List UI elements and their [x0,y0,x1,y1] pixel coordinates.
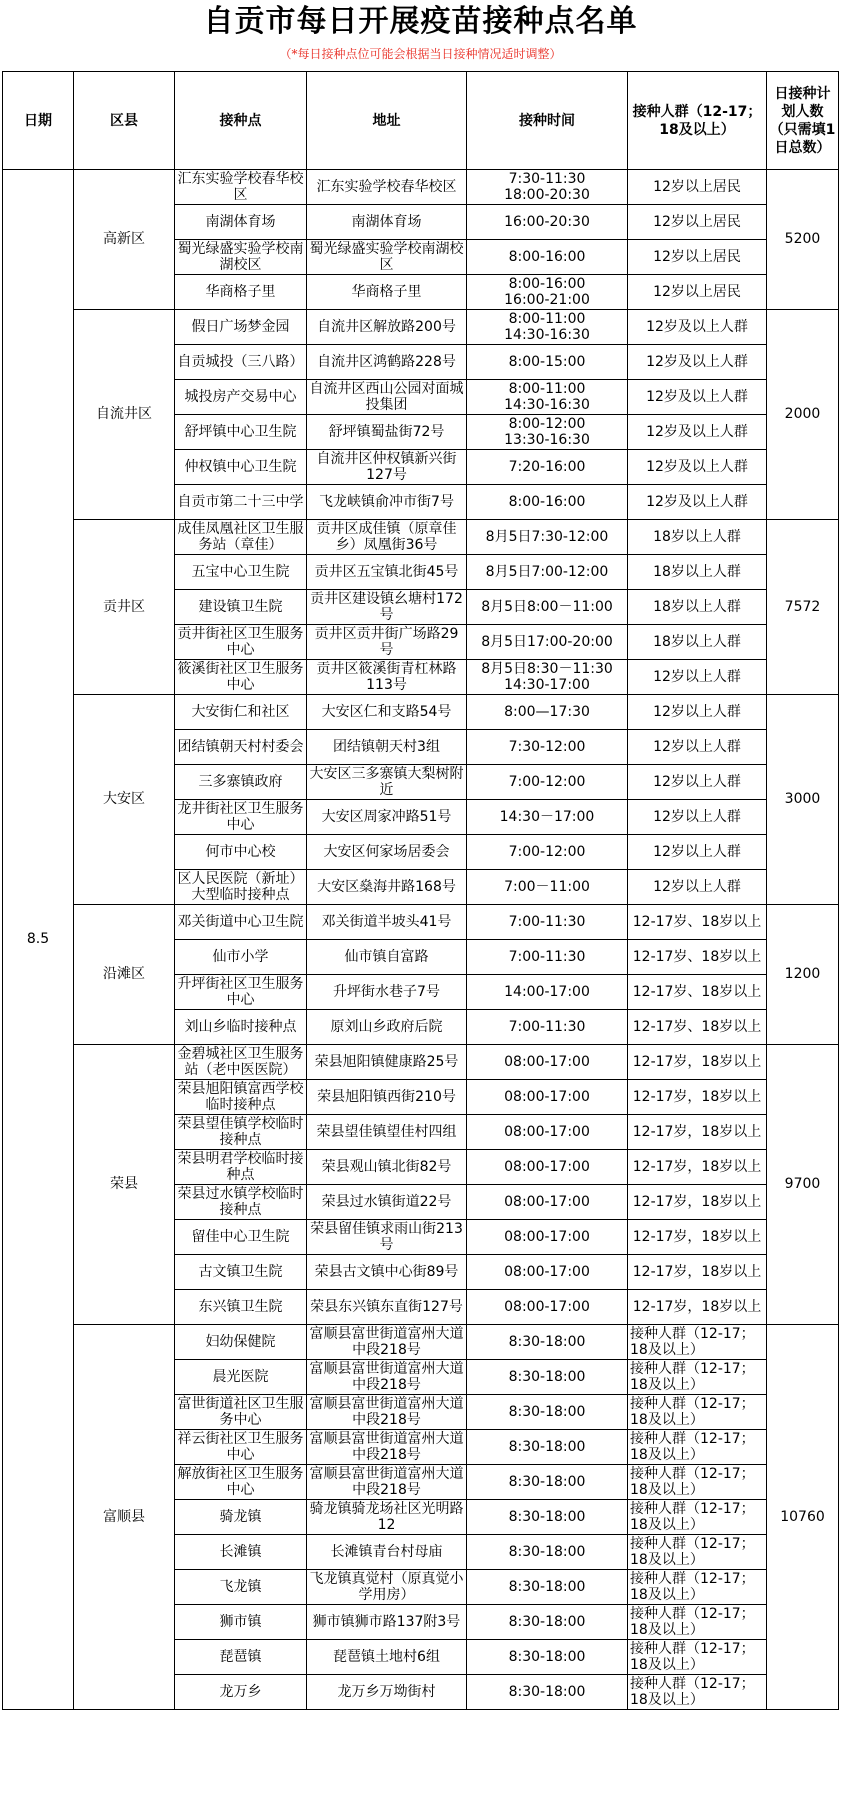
plan-count-cell: 5200 [767,170,839,310]
plan-count-cell: 9700 [767,1045,839,1325]
group-cell: 18岁以上人群 [628,520,767,555]
time-cell: 08:00-17:00 [467,1220,628,1255]
district-cell: 高新区 [74,170,175,310]
site-cell: 荣县望佳镇学校临时接种点 [175,1115,307,1150]
address-cell: 琵琶镇土地村6组 [307,1640,467,1675]
site-cell: 龙井街社区卫生服务中心 [175,800,307,835]
time-cell: 8:00-12:00 13:30-16:30 [467,415,628,450]
address-cell: 荣县留佳镇求雨山街213号 [307,1220,467,1255]
group-cell: 12岁以上居民 [628,205,767,240]
address-cell: 自流井区西山公园对面城投集团 [307,380,467,415]
time-cell: 08:00-17:00 [467,1185,628,1220]
group-cell: 18岁以上人群 [628,590,767,625]
site-cell: 何市中心校 [175,835,307,870]
address-cell: 荣县旭阳镇西街210号 [307,1080,467,1115]
address-cell: 大安区何家场居委会 [307,835,467,870]
group-cell: 12岁及以上人群 [628,310,767,345]
address-cell: 长滩镇青台村母庙 [307,1535,467,1570]
time-cell: 8:30-18:00 [467,1605,628,1640]
district-cell: 自流井区 [74,310,175,520]
address-cell: 富顺县富世街道富州大道中段218号 [307,1395,467,1430]
address-cell: 富顺县富世街道富州大道中段218号 [307,1360,467,1395]
group-cell: 12岁以上人群 [628,765,767,800]
address-cell: 贡井区建设镇幺塘村172号 [307,590,467,625]
header-site: 接种点 [175,72,307,170]
district-cell: 富顺县 [74,1325,175,1710]
site-cell: 城投房产交易中心 [175,380,307,415]
header-group: 接种人群（12-17；18及以上） [628,72,767,170]
site-cell: 仲权镇中心卫生院 [175,450,307,485]
address-cell: 飞龙镇真觉村（原真觉小学用房） [307,1570,467,1605]
time-cell: 7:00-11:30 [467,940,628,975]
time-cell: 8:00-11:00 14:30-16:30 [467,310,628,345]
group-cell: 12岁以上居民 [628,275,767,310]
table-row [3,1325,839,1360]
group-cell: 12岁以上人群 [628,870,767,905]
group-cell: 接种人群（12-17；18及以上） [628,1395,767,1430]
header-time: 接种时间 [467,72,628,170]
time-cell: 8:30-18:00 [467,1535,628,1570]
group-cell: 12岁及以上人群 [628,415,767,450]
site-cell: 区人民医院（新址）大型临时接种点 [175,870,307,905]
table-body [3,170,839,1710]
site-cell: 舒坪镇中心卫生院 [175,415,307,450]
time-cell: 8:30-18:00 [467,1360,628,1395]
site-cell: 南湖体育场 [175,205,307,240]
time-cell: 7:00-12:00 [467,765,628,800]
address-cell: 荣县旭阳镇健康路25号 [307,1045,467,1080]
site-cell: 贡井街社区卫生服务中心 [175,625,307,660]
address-cell: 贡井区贡井街广场路29号 [307,625,467,660]
address-cell: 荣县古文镇中心街89号 [307,1255,467,1290]
group-cell: 接种人群（12-17；18及以上） [628,1605,767,1640]
vaccination-site-table [2,71,839,1710]
header-plan: 日接种计划人数（只需填1日总数） [767,72,839,170]
group-cell: 12岁以上人群 [628,695,767,730]
group-cell: 12岁及以上人群 [628,345,767,380]
address-cell: 舒坪镇蜀盐街72号 [307,415,467,450]
date-cell: 8.5 [3,170,74,1710]
time-cell: 16:00-20:30 [467,205,628,240]
address-cell: 飞龙峡镇俞冲市街7号 [307,485,467,520]
table-row [3,905,839,940]
group-cell: 12岁以上人群 [628,730,767,765]
site-cell: 假日广场梦金园 [175,310,307,345]
site-cell: 飞龙镇 [175,1570,307,1605]
group-cell: 12岁以上人群 [628,835,767,870]
site-cell: 金碧城社区卫生服务站（老中医医院） [175,1045,307,1080]
group-cell: 18岁以上人群 [628,625,767,660]
site-cell: 琵琶镇 [175,1640,307,1675]
group-cell: 12-17岁，18岁以上 [628,1220,767,1255]
address-cell: 大安区燊海井路168号 [307,870,467,905]
site-cell: 升坪街社区卫生服务中心 [175,975,307,1010]
time-cell: 8月5日7:30-12:00 [467,520,628,555]
time-cell: 8:30-18:00 [467,1430,628,1465]
time-cell: 7:00-11:30 [467,1010,628,1045]
address-cell: 自流井区仲权镇新兴街127号 [307,450,467,485]
header-address: 地址 [307,72,467,170]
address-cell: 升坪街水巷子7号 [307,975,467,1010]
table-row [3,310,839,345]
site-cell: 富世街道社区卫生服务中心 [175,1395,307,1430]
time-cell: 8:00—17:30 [467,695,628,730]
site-cell: 祥云街社区卫生服务中心 [175,1430,307,1465]
district-cell: 大安区 [74,695,175,905]
group-cell: 接种人群（12-17；18及以上） [628,1570,767,1605]
page-subtitle: （*每日接种点位可能会根据当日接种情况适时调整） [279,47,562,61]
site-cell: 成佳凤凰社区卫生服务站（章佳） [175,520,307,555]
time-cell: 8:00-15:00 [467,345,628,380]
site-cell: 自贡城投（三八路） [175,345,307,380]
district-cell: 沿滩区 [74,905,175,1045]
plan-count-cell: 7572 [767,520,839,695]
group-cell: 12-17岁、18岁以上 [628,975,767,1010]
address-cell: 荣县过水镇街道22号 [307,1185,467,1220]
time-cell: 8:30-18:00 [467,1570,628,1605]
group-cell: 接种人群（12-17；18及以上） [628,1535,767,1570]
time-cell: 8:30-18:00 [467,1640,628,1675]
time-cell: 7:30-11:30 18:00-20:30 [467,170,628,205]
group-cell: 12岁以上人群 [628,660,767,695]
plan-count-cell: 2000 [767,310,839,520]
group-cell: 12-17岁，18岁以上 [628,1255,767,1290]
group-cell: 接种人群（12-17；18及以上） [628,1675,767,1710]
site-cell: 自贡市第二十三中学 [175,485,307,520]
site-cell: 筱溪街社区卫生服务中心 [175,660,307,695]
site-cell: 邓关街道中心卫生院 [175,905,307,940]
group-cell: 接种人群（12-17；18及以上） [628,1430,767,1465]
site-cell: 五宝中心卫生院 [175,555,307,590]
site-cell: 三多寨镇政府 [175,765,307,800]
time-cell: 8:30-18:00 [467,1395,628,1430]
group-cell: 接种人群（12-17；18及以上） [628,1500,767,1535]
site-cell: 龙万乡 [175,1675,307,1710]
site-cell: 刘山乡临时接种点 [175,1010,307,1045]
site-cell: 建设镇卫生院 [175,590,307,625]
plan-count-cell: 10760 [767,1325,839,1710]
time-cell: 14:30－17:00 [467,800,628,835]
site-cell: 留佳中心卫生院 [175,1220,307,1255]
time-cell: 08:00-17:00 [467,1080,628,1115]
group-cell: 12岁以上人群 [628,800,767,835]
group-cell: 接种人群（12-17；18及以上） [628,1640,767,1675]
time-cell: 8:00-16:00 16:00-21:00 [467,275,628,310]
table-row [3,695,839,730]
site-cell: 长滩镇 [175,1535,307,1570]
address-cell: 大安区三多寨镇大梨树附近 [307,765,467,800]
address-cell: 华商格子里 [307,275,467,310]
group-cell: 12岁以上居民 [628,170,767,205]
site-cell: 荣县旭阳镇富西学校临时接种点 [175,1080,307,1115]
address-cell: 富顺县富世街道富州大道中段218号 [307,1465,467,1500]
time-cell: 8月5日8:30－11:30 14:30-17:00 [467,660,628,695]
plan-count-cell: 3000 [767,695,839,905]
site-cell: 东兴镇卫生院 [175,1290,307,1325]
time-cell: 7:00-11:30 [467,905,628,940]
district-cell: 荣县 [74,1045,175,1325]
address-cell: 原刘山乡政府后院 [307,1010,467,1045]
address-cell: 自流井区鸿鹤路228号 [307,345,467,380]
address-cell: 骑龙镇骑龙场社区光明路12 [307,1500,467,1535]
site-cell: 解放街社区卫生服务中心 [175,1465,307,1500]
site-cell: 团结镇朝天村村委会 [175,730,307,765]
address-cell: 汇东实验学校春华校区 [307,170,467,205]
time-cell: 7:30-12:00 [467,730,628,765]
time-cell: 8:00-16:00 [467,240,628,275]
time-cell: 8:00-16:00 [467,485,628,520]
time-cell: 8:30-18:00 [467,1465,628,1500]
site-cell: 古文镇卫生院 [175,1255,307,1290]
site-cell: 汇东实验学校春华校区 [175,170,307,205]
time-cell: 8:30-18:00 [467,1500,628,1535]
time-cell: 08:00-17:00 [467,1045,628,1080]
group-cell: 12岁及以上人群 [628,485,767,520]
address-cell: 富顺县富世街道富州大道中段218号 [307,1430,467,1465]
group-cell: 12-17岁，18岁以上 [628,1185,767,1220]
site-cell: 晨光医院 [175,1360,307,1395]
group-cell: 12-17岁，18岁以上 [628,1150,767,1185]
group-cell: 12岁及以上人群 [628,380,767,415]
group-cell: 18岁以上人群 [628,555,767,590]
site-cell: 蜀光绿盛实验学校南湖校区 [175,240,307,275]
site-cell: 大安街仁和社区 [175,695,307,730]
site-cell: 荣县过水镇学校临时接种点 [175,1185,307,1220]
time-cell: 7:00－11:00 [467,870,628,905]
time-cell: 8月5日7:00-12:00 [467,555,628,590]
address-cell: 大安区仁和支路54号 [307,695,467,730]
group-cell: 接种人群（12-17；18及以上） [628,1325,767,1360]
address-cell: 贡井区五宝镇北街45号 [307,555,467,590]
address-cell: 荣县望佳镇望佳村四组 [307,1115,467,1150]
site-cell: 仙市小学 [175,940,307,975]
district-cell: 贡井区 [74,520,175,695]
time-cell: 08:00-17:00 [467,1115,628,1150]
address-cell: 狮市镇狮市路137附3号 [307,1605,467,1640]
time-cell: 7:20-16:00 [467,450,628,485]
time-cell: 8:30-18:00 [467,1325,628,1360]
group-cell: 12岁及以上人群 [628,450,767,485]
group-cell: 12-17岁、18岁以上 [628,1010,767,1045]
table-row [3,520,839,555]
group-cell: 接种人群（12-17；18及以上） [628,1360,767,1395]
address-cell: 荣县观山镇北街82号 [307,1150,467,1185]
time-cell: 8月5日8:00－11:00 [467,590,628,625]
site-cell: 妇幼保健院 [175,1325,307,1360]
time-cell: 8:00-11:00 14:30-16:30 [467,380,628,415]
plan-count-cell: 1200 [767,905,839,1045]
address-cell: 大安区周家冲路51号 [307,800,467,835]
header-district: 区县 [74,72,175,170]
site-cell: 狮市镇 [175,1605,307,1640]
group-cell: 12-17岁、18岁以上 [628,905,767,940]
group-cell: 12岁以上居民 [628,240,767,275]
header-row [3,72,839,170]
address-cell: 贡井区筱溪街青杠林路113号 [307,660,467,695]
address-cell: 贡井区成佳镇（原章佳乡）凤凰街36号 [307,520,467,555]
address-cell: 龙万乡万坳街村 [307,1675,467,1710]
address-cell: 邓关街道半坡头41号 [307,905,467,940]
address-cell: 蜀光绿盛实验学校南湖校区 [307,240,467,275]
address-cell: 自流井区解放路200号 [307,310,467,345]
page-title: 自贡市每日开展疫苗接种点名单 [203,4,638,39]
address-cell: 南湖体育场 [307,205,467,240]
group-cell: 12-17岁、18岁以上 [628,940,767,975]
time-cell: 8:30-18:00 [467,1675,628,1710]
address-cell: 荣县东兴镇东直街127号 [307,1290,467,1325]
group-cell: 12-17岁，18岁以上 [628,1045,767,1080]
time-cell: 14:00-17:00 [467,975,628,1010]
group-cell: 12-17岁，18岁以上 [628,1080,767,1115]
address-cell: 团结镇朝天村3组 [307,730,467,765]
site-cell: 华商格子里 [175,275,307,310]
time-cell: 08:00-17:00 [467,1290,628,1325]
time-cell: 8月5日17:00-20:00 [467,625,628,660]
table-row [3,170,839,205]
table-row [3,1045,839,1080]
group-cell: 12-17岁，18岁以上 [628,1290,767,1325]
header-date: 日期 [3,72,74,170]
address-cell: 仙市镇自富路 [307,940,467,975]
time-cell: 7:00-12:00 [467,835,628,870]
time-cell: 08:00-17:00 [467,1150,628,1185]
site-cell: 荣县明君学校临时接种点 [175,1150,307,1185]
group-cell: 接种人群（12-17；18及以上） [628,1465,767,1500]
group-cell: 12-17岁，18岁以上 [628,1115,767,1150]
address-cell: 富顺县富世街道富州大道中段218号 [307,1325,467,1360]
time-cell: 08:00-17:00 [467,1255,628,1290]
site-cell: 骑龙镇 [175,1500,307,1535]
